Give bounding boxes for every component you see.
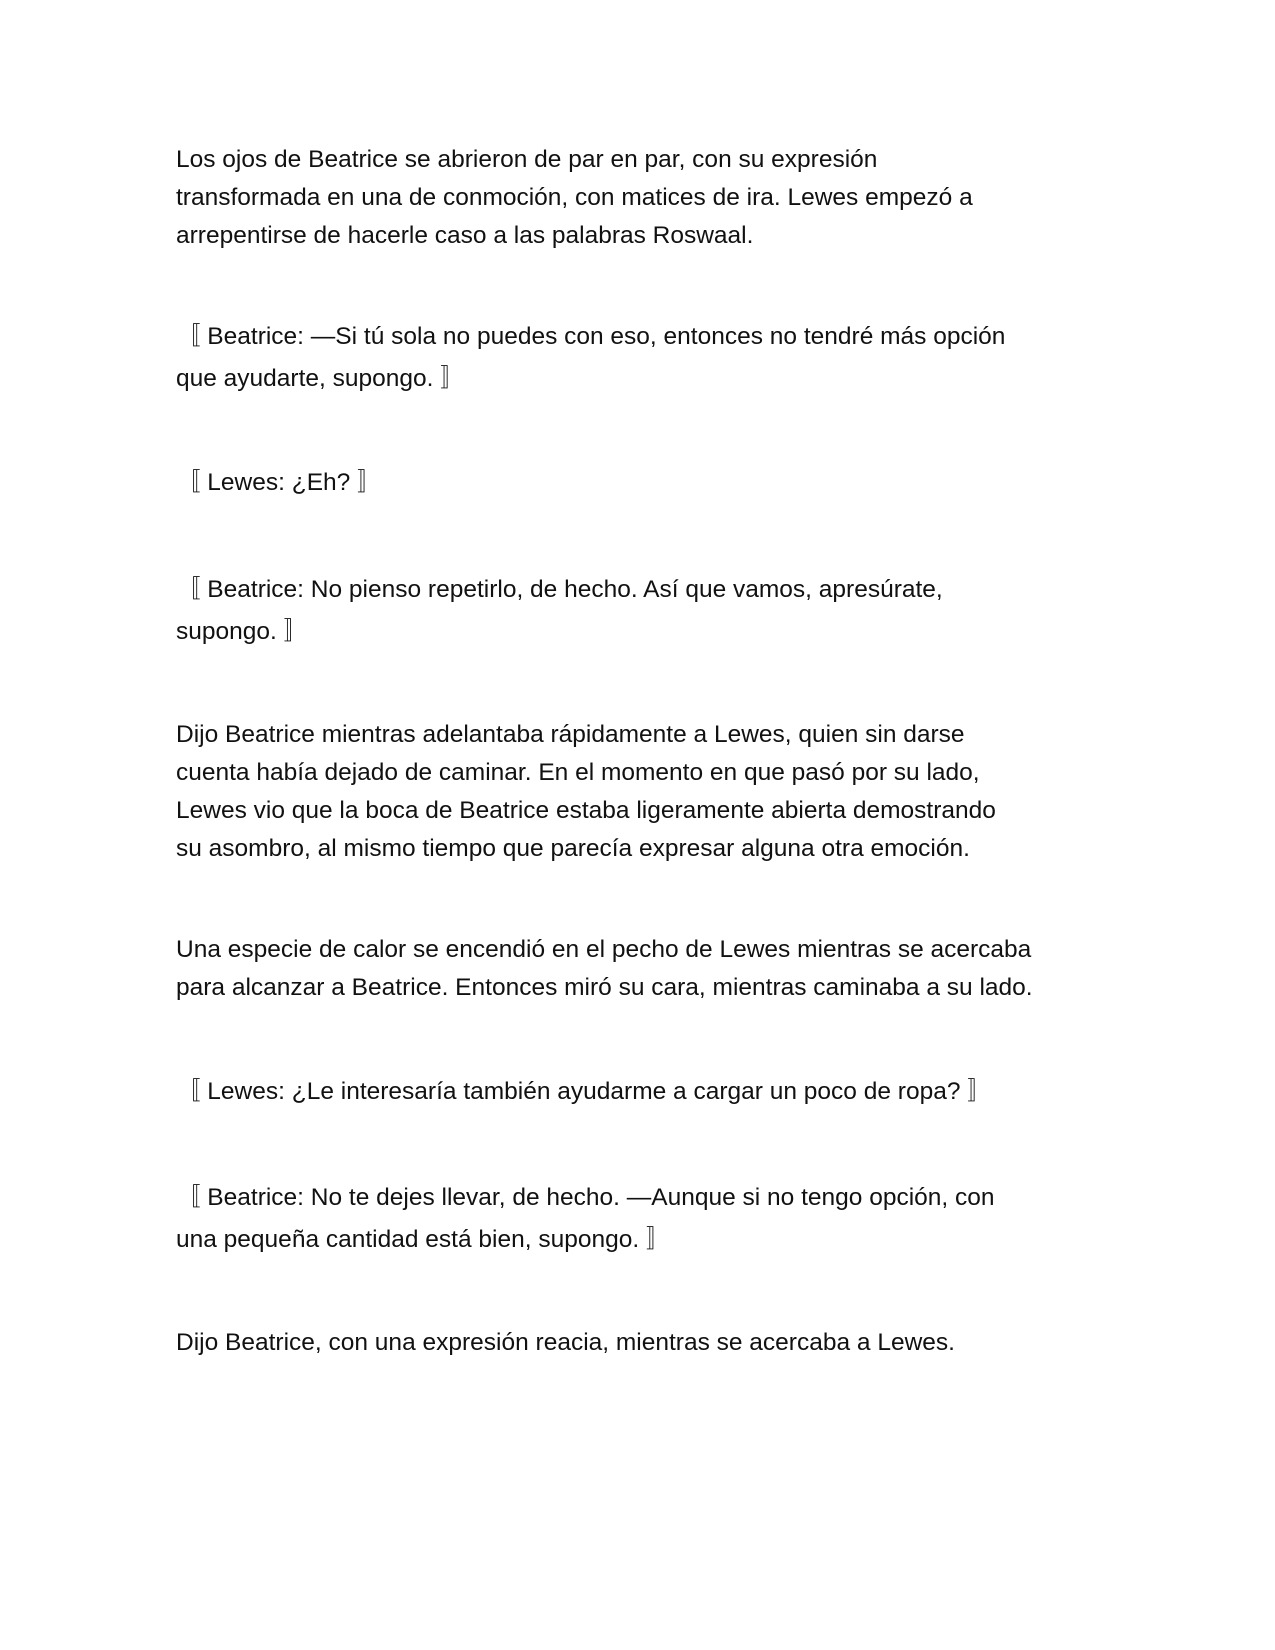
narration-paragraph-3: Una especie de calor se encendió en el pecho de Lewes mientras se acercaba para alcanzar a Beatrice. Entonces miró su cara, mientras caminaba a su lado. xyxy=(176,936,1033,1001)
narration-paragraph-4: Dijo Beatrice, con una expresión reacia, mientras se acercaba a Lewes. xyxy=(176,1329,955,1356)
narration-paragraph-1: Los ojos de Beatrice se abrieron de par en par, con su expresión transformada en una de conmoción, con matices de ira. Lewes empezó a arrepentirse de hacerle caso a las palabras Roswaal. xyxy=(176,146,973,249)
dialogue-beatrice-2: 〚 Beatrice: No pienso repetirlo, de hecho. Así que vamos, apresúrate, supongo. 〛 xyxy=(176,576,943,645)
dialogue-lewes-2: 〚 Lewes: ¿Le interesaría también ayudarme a cargar un poco de ropa? 〛 xyxy=(176,1078,992,1105)
dialogue-lewes-1: 〚 Lewes: ¿Eh? 〛 xyxy=(176,469,382,496)
dialogue-beatrice-3: 〚 Beatrice: No te dejes llevar, de hecho. —Aunque si no tengo opción, con una pequeña cantidad está bien, supongo. 〛 xyxy=(176,1184,995,1253)
narration-paragraph-2: Dijo Beatrice mientras adelantaba rápidamente a Lewes, quien sin darse cuenta había dejado de caminar. En el momento en que pasó por su lado, Lewes vio que la boca de Beatrice estaba ligeramente abierta demostrando su asombro, al mismo tiempo que parecía expresar alguna otra emoción. xyxy=(176,721,996,862)
dialogue-beatrice-1: 〚 Beatrice: —Si tú sola no puedes con eso, entonces no tendré más opción que ayudarte, supongo. 〛 xyxy=(176,323,1006,392)
